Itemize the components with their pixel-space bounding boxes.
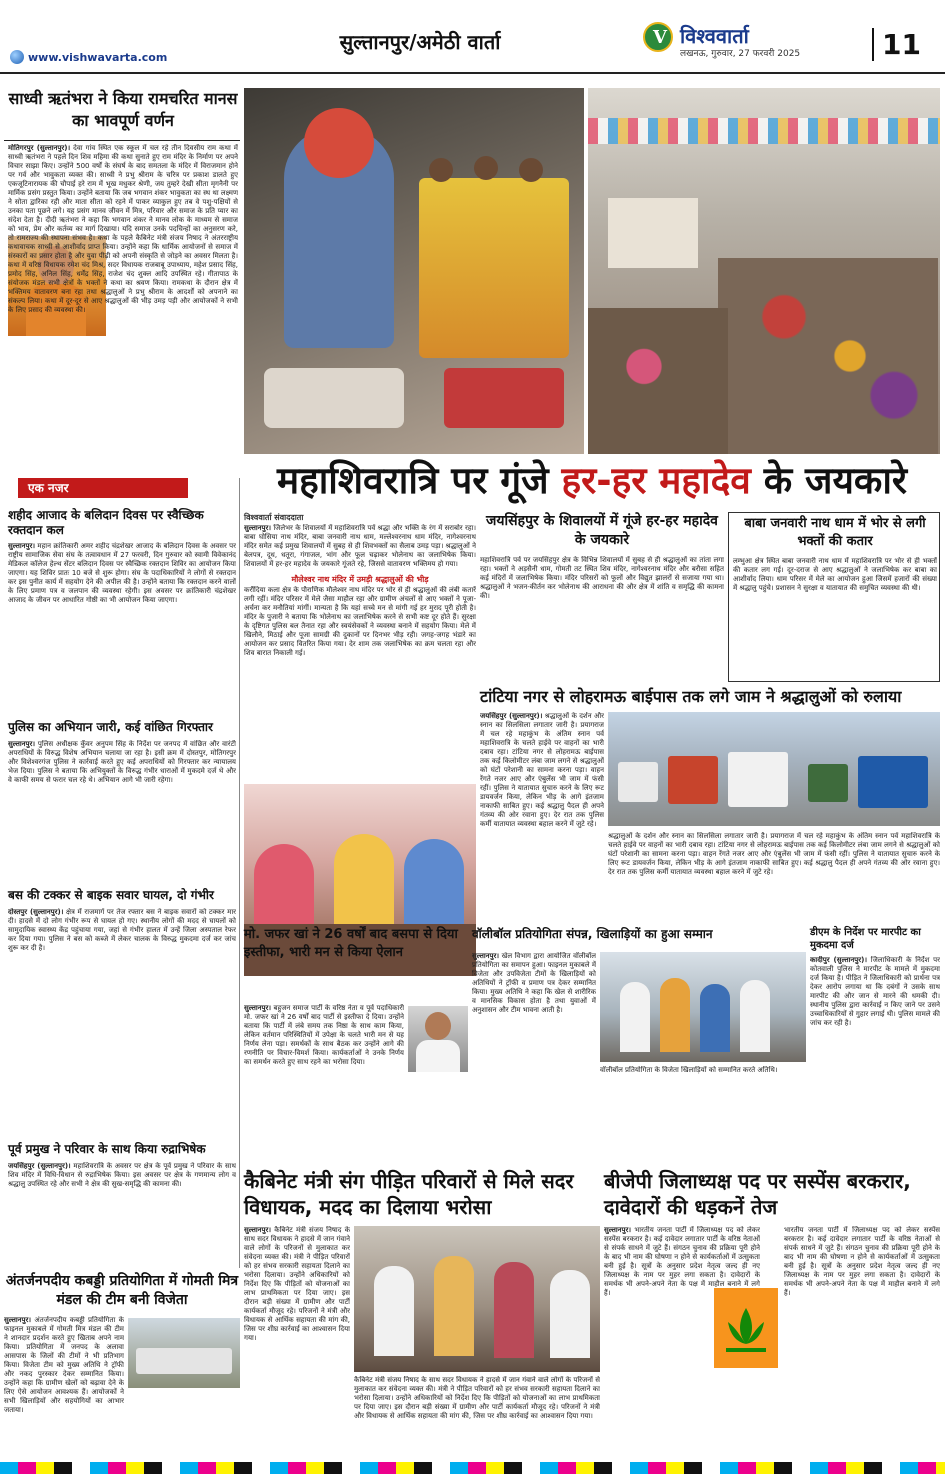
text-body: खेल विभाग द्वारा आयोजित वॉलीबॉल प्रतियोगिता का समापन हुआ। फाइनल मुकाबले में विजेता और उपविजेता टीमों के खिलाड़ियों को अतिथियों ने ट्रॉफी व प्रमाण पत्र देकर सम्मानित किया। मुख्य अतिथि ने कहा कि खेल से शारीरिक व मानसिक विकास होता है तथा युवाओं में अनुशासन और टीम भावना आती है। [472, 952, 596, 1014]
dateline: जयसिंहपुर (सुल्तानपुर)। [8, 1162, 71, 1170]
page-number: 11 [872, 28, 922, 61]
banner-part-3: के जयकारे [750, 459, 908, 502]
main-story [244, 512, 476, 976]
headline[interactable]: बाबा जनवारी नाथ धाम में भोर से लगी भक्तों की कतार [744, 516, 926, 549]
dateline: जयसिंहपुर (सुल्तानपुर)। [480, 712, 543, 720]
jaisinghpur-story [480, 512, 724, 682]
kabaddi-story [4, 1272, 240, 1458]
cabinet-story [244, 1168, 600, 1458]
text: लम्भुआ क्षेत्र स्थित बाबा जनवारी नाथ धाम में महाशिवरात्रि पर भोर से ही भक्तों की कतार लग गई। दूर-दराज से आए श्रद्धालुओं ने जलाभिषेक कर बाबा का आशीर्वाद लिया। धाम परिसर में मेले का आयोजन हुआ जिसमें हजारों की संख्या में श्रद्धालु पहुंचे। प्रशासन ने सुरक्षा व यातायात की समुचित व्यवस्था की थी। [733, 557, 937, 592]
text [4, 1316, 124, 1456]
header-rule [0, 72, 945, 74]
headline[interactable]: जयसिंहपुर के शिवालयों में गूंजे हर-हर महादेव के जयकारे [486, 513, 718, 548]
globe-icon [10, 50, 24, 64]
shiva-idol-photo [244, 88, 584, 454]
story-sadhvi [4, 86, 240, 452]
main-text-2 [244, 586, 476, 782]
dateline: कादीपुर (सुल्तानपुर)। [810, 956, 867, 964]
headline[interactable]: कैबिनेट मंत्री संग पीड़ित परिवारों से मिले सदर विधायक, मदद का दिलाया भरोसा [244, 1169, 574, 1219]
dateline: सुल्तानपुर। [472, 952, 500, 960]
text: क्षेत्र में राजमार्ग पर तेज रफ्तार बस ने बाइक सवारों को टक्कर मार दी। हादसे में दो लोग गंभीर रूप से घायल हो गए। स्थानीय लोगों की मदद से घायलों को सामुदायिक स्वास्थ्य केंद्र पहुंचाया गया, जहां से गंभीर हालत में उन्हें जिला अस्पताल रेफर कर दिया गया। पुलिस ने बस को कब्जे में लेकर चालक के विरुद्ध मुकदमा दर्ज कर जांच शुरू कर दी है। [8, 908, 236, 952]
banner-headline[interactable] [244, 458, 940, 504]
photo-caption: वॉलीबॉल प्रतियोगिता के विजेता खिलाड़ियों को सम्मानित करते अतिथि। [600, 1066, 778, 1074]
jam-story [480, 686, 940, 926]
dateline: सुल्तानपुर। [244, 1226, 272, 1234]
banner-part-1: महाशिवरात्रि पर गूंजे [276, 459, 562, 502]
text-col-2 [354, 1376, 600, 1456]
text-body: कैबिनेट मंत्री संजय निषाद के साथ सदर विधायक ने हादसे में जान गंवाने वाले लोगों के परिजनों से मुलाकात कर संवेदना व्यक्त की। मंत्री ने पीड़ित परिवारों को हर संभव सरकारी सहायता दिलाने का भरोसा दिलाया। उन्होंने अधिकारियों को निर्देश दिए कि पीड़ितों को योजनाओं का लाभ प्राथमिकता पर दिया जाए। इस दौरान बड़ी संख्या में ग्रामीण और पार्टी कार्यकर्ता मौजूद रहे। परिजनों ने मंत्री और विधायक से आर्थिक सहायता की मांग की, जिस पर शीघ्र कार्रवाई का आश्वासन दिया गया। [244, 1226, 350, 1342]
dateline: सुल्तानपुर। [8, 542, 36, 550]
subhead: मौलेश्वर नाथ मंदिर में उमड़ी श्रद्धालुओं की भीड़ [291, 575, 429, 584]
text [244, 1004, 404, 1164]
body-text [8, 144, 238, 448]
brief-3-headline[interactable]: बस की टक्कर से बाइक सवार घायल, दो गंभीर [8, 888, 214, 902]
text: जिलेभर के शिवालयों में महाशिवरात्रि पर्व श्रद्धा और भक्ति के रंग में सराबोर रहा। बाबा घोसिया नाथ मंदिर, बाबा जनवारी नाथ धाम, मल्लेश्वरनाथ धाम मंदिर, नागेश्वरनाथ मंदिर समेत कई प्रमुख शिवालयों में सुबह से ही शिवभक्तों का सैलाब उमड़ पड़ा। श्रद्धालुओं ने बेलपत्र, दूध, धतूरा, गंगाजल, भांग और फूल चढ़ाकर भोलेनाथ का जलाभिषेक किया। शिवालयों में हर-हर महादेव के जयकारे गूंजते रहे, जिससे वातावरण भक्तिमय हो गया। [244, 524, 476, 568]
zafar-khan-portrait-photo [408, 1006, 468, 1072]
text-col-1 [480, 712, 604, 922]
section-title: सुल्तानपुर/अमेठी वार्ता [339, 30, 501, 54]
text: महाशिवरात्रि पर्व पर जयसिंहपुर क्षेत्र के विभिन्न शिवालयों में सुबह से ही श्रद्धालुओं का तांता लगा रहा। भक्तों ने अड़सैनी धाम, गोमती तट स्थित शिव मंदिर, नागेश्वरनाथ मंदिर और बरौसा सहित कई मंदिरों में जलाभिषेक किया। मंदिर परिसरों को फूलों और विद्युत झालरों से सजाया गया था। श्रद्धालुओं ने भजन-कीर्तन कर भोलेनाथ की आराधना की और क्षेत्र में शांति व समृद्धि की कामना की। [480, 556, 724, 600]
baba-janwari-story [728, 512, 940, 682]
text-body: जिलाधिकारी के निर्देश पर कोतवाली पुलिस ने मारपीट के मामले में मुकदमा दर्ज किया है। पीड़ित ने जिलाधिकारी को प्रार्थना पत्र देकर आरोप लगाया था कि दबंगों ने उसके साथ मारपीट की और जान से मारने की धमकी दी। स्थानीय पुलिस द्वारा कार्रवाई न किए जाने पर उसने उच्चाधिकारियों से गुहार लगाई थी। पुलिस मामले की जांच कर रही है। [810, 956, 940, 1027]
ek-nazar-label: एक नजर [18, 478, 188, 498]
dateline: सुल्तानपुर। [8, 740, 36, 748]
volleyball-story [472, 926, 806, 1148]
divider [4, 140, 240, 141]
cabinet-visit-photo [354, 1226, 600, 1372]
headline[interactable]: मो. जफर खां ने 26 वर्षों बाद बसपा से दिया इस्तीफा, भारी मन से किया ऐलान [244, 927, 458, 960]
dateline: सुल्तानपुर। [244, 524, 272, 532]
text-body: भारतीय जनता पार्टी में जिलाध्यक्ष पद को लेकर सस्पेंस बरकरार है। कई दावेदार लगातार पार्टी के वरिष्ठ नेताओं से संपर्क साधने में जुटे हैं। संगठन चुनाव की प्रक्रिया पूरी होने के बाद भी नाम की घोषणा न होने से कार्यकर्ताओं में उत्सुकता बनी हुई है। सूत्रों के अनुसार प्रदेश नेतृत्व जल्द ही नए जिलाध्यक्ष के नाम पर मुहर लगा सकता है। दावेदारों के समर्थक भी अपने-अपने नेता के पक्ष में माहौल बनाने में लगे हैं। [784, 1226, 940, 1297]
fair-crowd-photo [588, 88, 940, 454]
traffic-jam-photo [608, 712, 940, 826]
ek-nazar-column [4, 478, 240, 1268]
story-text: देवा गांव स्थित एक स्कूल में चल रहे तीन दिवसीय राम कथा में साध्वी ऋतंभरा ने पहले दिन शिव महिमा की कथा सुनाते हुए राम मंदिर के निर्माण पर अपने विचार साझा किए। उन्होंने 500 वर्षों के संघर्ष के बाद समतला के मंदिर में विराजमान होने पर गर्व और भावुकता व्यक्त की। साध्वी ने प्रभु श्रीराम के चरित्र पर प्रकाश डालते हुए एकजूटिनारायक की चौपाई हरे राम में भूख मधुकर श्रेणी, जय तुम्हरे देखी सीता मृगनैनी पर मार्मिक प्रसंग प्रस्तुत किया। उन्होंने बताया कि जब भगवान शंकर भावुकता का स्थ था लक्ष्मण ने सोता द्वारिका रही और माता सीता को रहने में पाकर व्याकुल हुए तब वे पशु-पक्षियों से उनका पता पूछने लगे। यह प्रसंग मानव जीवन में मित्र, परिवार और समाज के प्रति प्यार का संदेश देता है। दीदी ऋतंभरा ने कहा कि भगवान शंकर ने मानव लोक के माध्यम से समाज को भाव, प्रेम और कर्तव्य का मार्ग दिखाया। यदि समाज उनके पदचिन्हों का अनुसरण करे, तो रामराज्य की स्थापना संभव है। कथा के पहले कैबिनेट मंत्री संजय निषाद ने अंतरराष्ट्रीय कथावाचक साध्वी से आशीर्वाद प्राप्त किया। उन्होंने कहा कि धार्मिक आयोजनों से समाज में संस्कारों का प्रसार होता है और युवा पीढ़ी को अपनी संस्कृति से जोड़ने का अवसर मिलता है। कथा में वरिष्ठ विधायक रमेश चंद मिश्र, सदर विधायक राजबाबू उपाध्याय, महेश प्रसाद सिंह, प्रमोद सिंह, अनिल सिंह, धर्मेंद्र सिंह, राजेश चंद शुक्ल आदि उपस्थित रहे। गीतापाठ के संयोजक मंडल सभी क्षेत्रों के भक्तों ने कथा का श्रवण किया। रामकथा के दौरान क्षेत्र में भक्तिमय वातावरण बना रहा तथा श्रद्धालुओं ने प्रभु श्रीराम के आदर्शों को अपनाने का संकल्प लिया। कथा में दूर-दूर से आए श्रद्धालुओं की भीड़ उमड़ पड़ी और आयोजकों ने सभी के लिए प्रसाद की व्यवस्था की। [8, 144, 238, 314]
text-col-2 [784, 1226, 940, 1456]
bjp-lotus-logo-icon [714, 1288, 778, 1368]
brief-2-headline[interactable]: पुलिस का अभियान जारी, कई वांछित गिरफ्तार [8, 720, 213, 734]
dateline: सुल्तानपुर। [604, 1226, 632, 1234]
text [472, 952, 596, 1146]
main-text-1 [244, 524, 476, 572]
bjp-story [604, 1168, 940, 1458]
brief-4-text [8, 1162, 236, 1262]
brief-2-text [8, 740, 236, 880]
brief-1-text [8, 542, 236, 714]
banner-part-2: हर-हर महादेव [561, 459, 751, 502]
kabaddi-team-photo [128, 1318, 240, 1388]
text-body: बहुजन समाज पार्टी के वरिष्ठ नेता व पूर्व पदाधिकारी मो. जफर खां ने 26 वर्षों बाद पार्टी से इस्तीफा दे दिया। उन्होंने बताया कि पार्टी में लंबे समय तक निष्ठा के साथ काम किया, लेकिन वर्तमान परिस्थितियों में उपेक्षा के चलते भारी मन से यह निर्णय लेना पड़ा। समर्थकों के साथ बैठक कर उन्होंने आगे की रणनीति पर विचार-विमर्श किया। कार्यकर्ताओं ने उनके निर्णय का समर्थन करते हुए साथ रहने का भरोसा दिया। [244, 1004, 404, 1066]
headline[interactable]: डीएम के निर्देश पर मारपीट का मुकदमा दर्ज [810, 927, 921, 951]
brand-logo-icon: V [643, 22, 673, 52]
text: पुलिस अधीक्षक कुँवर अनुपम सिंह के निर्देश पर जनपद में वांछित और वारंटी अपराधियों के विरुद्ध विशेष अभियान चलाया जा रहा है। इसी क्रम में दोस्तपुर, मोतिगरपुर और विशेश्वरगंज पुलिस ने कार्रवाई करते हुए कई अपराधियों को गिरफ्तार कर न्यायालय भेज दिया। पुलिस ने बताया कि अभियुक्तों के विरुद्ध गंभीर धाराओं में मुकदमे दर्ज थे और वे काफी समय से फरार चल रहे थे। अभियान आगे भी जारी रहेगा। [8, 740, 236, 784]
main-banner [244, 456, 940, 508]
text: श्रद्धालुओं के दर्शन और स्नान का सिलसिला लगातार जारी है। प्रयागराज में चल रहे महाकुंभ के अंतिम स्नान पर्व महाशिवरात्रि के चलते हाईवे पर वाहनों का भारी दबाव रहा। टांटिया नगर से लोहरामऊ बाईपास तक कई किलोमीटर लंबा जाम लगने से श्रद्धालुओं को घंटों परेशानी का सामना करना पड़ा। वाहन रेंगते नजर आए और एंबुलेंस भी जाम में फंसी रहीं। पुलिस ने यातायात सुचारु करने के लिए रूट डायवर्जन किया, लेकिन भीड़ के आगे इंतजाम नाकाफी साबित हुए। कई श्रद्धालु पैदल ही अपने गंतव्य की ओर रवाना हुए। देर रात तक पुलिस कर्मी यातायात व्यवस्था बहाल करने में जुटे रहे। [608, 832, 940, 876]
dateline: मोतिगरपुर (सुल्तानपुर)। [8, 144, 71, 152]
headline[interactable]: वॉलीबॉल प्रतियोगिता संपन्न, खिलाड़ियों का हुआ सम्मान [472, 927, 713, 941]
headline[interactable]: टांटिया नगर से लोहरामऊ बाईपास तक लगे जाम ने श्रद्धालुओं को रुलाया [480, 687, 902, 706]
dateline: सुल्तानपुर। [244, 1004, 272, 1012]
byline: विश्ववार्ता संवाददाता [244, 513, 304, 522]
headline[interactable]: साध्वी ऋतंभरा ने किया रामचरित मानस का भावपूर्ण वर्णन [8, 89, 238, 130]
brand-name: विश्ववार्ता [680, 24, 749, 48]
text: श्रद्धालुओं के दर्शन और स्नान का सिलसिला लगातार जारी है। प्रयागराज में चल रहे महाकुंभ के अंतिम स्नान पर्व महाशिवरात्रि के चलते हाईवे पर वाहनों का भारी दबाव रहा। टांटिया नगर से लोहरामऊ बाईपास तक कई किलोमीटर लंबा जाम लगने से श्रद्धालुओं को घंटों परेशानी का सामना करना पड़ा। वाहन रेंगते नजर आए और एंबुलेंस भी जाम में फंसी रहीं। पुलिस ने यातायात सुचारु करने के लिए रूट डायवर्जन किया, लेकिन भीड़ के आगे इंतजाम नाकाफी साबित हुए। कई श्रद्धालु पैदल ही अपने गंतव्य की ओर रवाना हुए। देर रात तक पुलिस कर्मी यातायात व्यवस्था बहाल करने में जुटे रहे। [480, 712, 604, 828]
bsp-story [244, 926, 468, 1166]
text-body: कैबिनेट मंत्री संजय निषाद के साथ सदर विधायक ने हादसे में जान गंवाने वाले लोगों के परिजनों से मुलाकात कर संवेदना व्यक्त की। मंत्री ने पीड़ित परिवारों को हर संभव सरकारी सहायता दिलाने का भरोसा दिलाया। उन्होंने अधिकारियों को निर्देश दिए कि पीड़ितों को योजनाओं का लाभ प्राथमिकता पर दिया जाए। इस दौरान बड़ी संख्या में ग्रामीण और पार्टी कार्यकर्ता मौजूद रहे। परिजनों ने मंत्री और विधायक से आर्थिक सहायता की मांग की, जिस पर शीघ्र कार्रवाई का आश्वासन दिया गया। [354, 1376, 600, 1420]
volleyball-award-photo [600, 952, 806, 1062]
dateline: दोस्तपुर (सुल्तानपुर)। [8, 908, 64, 916]
print-color-bar [0, 1462, 945, 1474]
website-url[interactable]: www.vishwavarta.com [28, 51, 168, 64]
dateline: सुल्तानपुर। [4, 1316, 32, 1324]
headline[interactable]: बीजेपी जिलाध्यक्ष पद पर सस्पेंस बरकरार, दावेदारों की धड़कनें तेज [604, 1169, 911, 1219]
brief-4-headline[interactable]: पूर्व प्रमुख ने परिवार के साथ किया रुद्राभिषेक [8, 1142, 206, 1156]
text-body: भारतीय जनता पार्टी में जिलाध्यक्ष पद को लेकर सस्पेंस बरकरार है। कई दावेदार लगातार पार्टी के वरिष्ठ नेताओं से संपर्क साधने में जुटे हैं। संगठन चुनाव की प्रक्रिया पूरी होने के बाद भी नाम की घोषणा न होने से कार्यकर्ताओं में उत्सुकता बनी हुई है। सूत्रों के अनुसार प्रदेश नेतृत्व जल्द ही नए जिलाध्यक्ष के नाम पर मुहर लगा सकता है। दावेदारों के समर्थक भी अपने-अपने नेता के पक्ष में माहौल बनाने में लगे हैं। [604, 1226, 760, 1297]
headline[interactable]: अंतर्जनपदीय कबड्डी प्रतियोगिता में गोमती मित्र मंडल की टीम बनी विजेता [5, 1273, 239, 1308]
dm-story [810, 926, 940, 1148]
masthead [0, 0, 945, 74]
issue-date: लखनऊ, गुरुवार, 27 फरवरी 2025 [680, 49, 801, 59]
text [810, 956, 940, 1146]
brief-3-text [8, 908, 236, 1136]
brief-1-headline[interactable]: शहीद आजाद के बलिदान दिवस पर स्वैच्छिक रक्तदान कल [8, 508, 204, 537]
text: महाशिवरात्रि के अवसर पर क्षेत्र के पूर्व प्रमुख ने परिवार के साथ शिव मंदिर में विधि-विधान से रुद्राभिषेक किया। इस अवसर पर क्षेत्र के गणमान्य लोग व श्रद्धालु उपस्थित रहे और सभी ने क्षेत्र की सुख-समृद्धि की कामना की। [8, 1162, 236, 1188]
text-col-2 [608, 832, 940, 922]
text-col-1 [244, 1226, 350, 1456]
text: करौंदिया कला क्षेत्र के पौराणिक मौलेश्वर नाथ मंदिर पर भोर से ही श्रद्धालुओं की लंबी कतारें लगी रहीं। मंदिर परिसर में मेले जैसा माहौल रहा और ग्रामीण अंचलों से आए भक्तों ने पूजा-अर्चना कर मनौतियां मांगीं। मान्यता है कि यहां सच्चे मन से मांगी गई हर मुराद पूरी होती है। मंदिर के पुजारी ने बताया कि भोलेनाथ का जलाभिषेक करने से सभी कष्ट दूर होते हैं। सुरक्षा के दृष्टिगत पुलिस बल तैनात रहा और स्वयंसेवकों ने व्यवस्था बनाने में सहयोग किया। मेले में खिलौने, मिठाई और पूजा सामग्री की दुकानों पर दिनभर भीड़ रही। जगह-जगह भंडारे का आयोजन कर प्रसाद वितरित किया गया। देर शाम तक जलाभिषेक का क्रम चलता रहा और शिव बारात निकाली गई। [244, 586, 476, 657]
text: महान क्रांतिकारी अमर शहीद चंद्रशेखर आजाद के बलिदान दिवस के अवसर पर राष्ट्रीय सामाजिक सेवा संघ के तत्वावधान में 27 फरवरी, दिन गुरुवार को स्वामी विवेकानंद मेडिकल कॉलेज हेल्थ सेंटर बलिदान दिवस पर स्वैच्छिक रक्तदान शिविर का आयोजन किया जाएगा। यह शिविर प्रातः 10 बजे से शुरू होगा। संघ के पदाधिकारियों ने लोगों से रक्तदान कर इस पुनीत कार्य में सहयोग देने की अपील की है। उन्होंने बताया कि रक्तदान करने वालों के लिए प्रमाण पत्र व जलपान की व्यवस्था रहेगी। इस अवसर पर क्रांतिकारी चंद्रशेखर आजाद के जीवन पर आधारित गोष्ठी का भी आयोजन किया जाएगा। [8, 542, 236, 604]
text-body: अंतर्जनपदीय कबड्डी प्रतियोगिता के फाइनल मुकाबले में गोमती मित्र मंडल की टीम ने शानदार प्रदर्शन करते हुए खिताब अपने नाम किया। प्रतियोगिता में जनपद के अलावा आसपास के जिलों की टीमों ने भी प्रतिभाग किया। विजेता टीम को मुख्य अतिथि ने ट्रॉफी और नकद पुरस्कार देकर सम्मानित किया। उन्होंने कहा कि ग्रामीण खेलों को बढ़ावा देने के लिए ऐसे आयोजन आवश्यक हैं। आयोजकों ने सभी खिलाड़ियों और सहयोगियों का आभार जताया। [4, 1316, 124, 1414]
